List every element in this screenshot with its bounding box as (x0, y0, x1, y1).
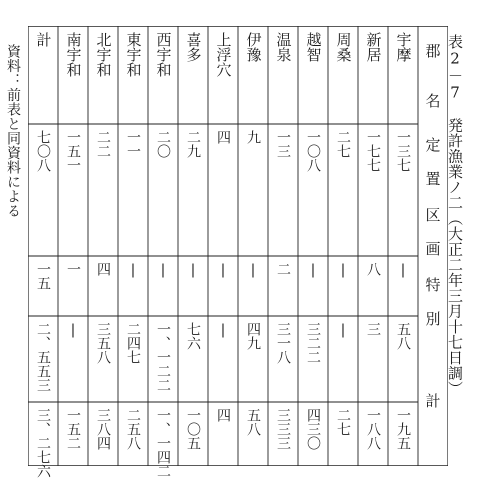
value-tokubetsu: 二四七 (125, 322, 141, 364)
district-name: 新居 (364, 32, 383, 62)
value-teichi: 一三 (275, 130, 291, 158)
value-teichi: 一〇八 (305, 130, 321, 172)
value-kei: 三八四 (95, 408, 111, 450)
district-name: 南宇和 (64, 32, 83, 77)
total-label: 計 (34, 32, 53, 47)
value-kukaku: | (305, 262, 321, 278)
header-label: 名 (425, 92, 441, 110)
header-label: 区 (425, 206, 441, 224)
district-name: 周桑 (334, 32, 353, 62)
value-tokubetsu: | (215, 322, 231, 338)
value-kukaku: | (395, 262, 411, 278)
value-kukaku: | (185, 262, 201, 278)
data-table (28, 26, 448, 478)
value-teichi: 九 (245, 130, 261, 144)
value-teichi: 二七 (335, 130, 351, 158)
district-name: 宇摩 (394, 32, 413, 62)
value-kei: 一〇五 (185, 408, 201, 450)
district-name: 北宇和 (94, 32, 113, 77)
value-tokubetsu: 二、五五三 (35, 322, 51, 392)
value-kukaku: | (335, 262, 351, 278)
header-label: 計 (425, 392, 441, 410)
value-teichi: 二二 (95, 130, 111, 158)
value-kei: 一八八 (365, 408, 381, 450)
header-label: 画 (425, 240, 441, 258)
value-tokubetsu: 三一八 (275, 322, 291, 364)
value-tokubetsu: 三二二 (305, 322, 321, 364)
header-label: 別 (425, 310, 441, 328)
value-kei: 一、一四二 (155, 408, 171, 478)
value-kukaku: | (245, 262, 261, 278)
value-teichi: 七〇八 (35, 130, 51, 172)
value-tokubetsu: 三五八 (95, 322, 111, 364)
header-label: 特 (425, 276, 441, 294)
value-kei: 三、二七六 (35, 408, 51, 478)
value-teichi: 一一 (125, 130, 141, 158)
value-kukaku: | (155, 262, 171, 278)
value-teichi: 一七七 (365, 130, 381, 172)
value-teichi: 四 (215, 130, 231, 144)
header-label: 定 (425, 136, 441, 154)
value-teichi: 二〇 (155, 130, 171, 158)
header-label: 郡 (425, 42, 441, 60)
source-note: 資料：前表と同資料による (5, 44, 21, 218)
value-tokubetsu: 一、一二二 (155, 322, 171, 392)
district-name: 喜多 (184, 32, 203, 62)
value-kukaku: 一 (65, 262, 81, 276)
value-kukaku: 二 (275, 262, 291, 276)
value-kei: 一九五 (395, 408, 411, 450)
district-name: 伊豫 (244, 32, 263, 62)
value-kukaku: | (125, 262, 141, 278)
table-title: 表2－7 発許漁業ノ二（大正二年三月十七日調） (446, 34, 464, 397)
district-name: 温泉 (274, 32, 293, 62)
header-column (418, 34, 448, 438)
district-name: 上浮穴 (214, 32, 233, 77)
value-teichi: 二九 (185, 130, 201, 158)
district-name: 東宇和 (124, 32, 143, 77)
value-kukaku: 一五 (35, 262, 51, 290)
value-teichi: 一三七 (395, 130, 411, 172)
value-kei: 二七 (335, 408, 351, 436)
value-tokubetsu: | (335, 322, 351, 338)
district-name: 西宇和 (154, 32, 173, 77)
value-tokubetsu: 四九 (245, 322, 261, 350)
value-kei: 四三〇 (305, 408, 321, 450)
value-kei: 五八 (245, 408, 261, 436)
value-tokubetsu: 五八 (395, 322, 411, 350)
district-name: 越智 (304, 32, 323, 62)
value-teichi: 一五一 (65, 130, 81, 172)
value-kukaku: | (215, 262, 231, 278)
value-kei: 四 (215, 408, 231, 422)
value-kukaku: 八 (365, 262, 381, 276)
value-tokubetsu: | (65, 322, 81, 338)
header-label: 置 (425, 170, 441, 188)
value-kei: 二五八 (125, 408, 141, 450)
value-tokubetsu: 三 (365, 322, 381, 336)
value-kukaku: 四 (95, 262, 111, 276)
value-kei: 三三三 (275, 408, 291, 450)
value-kei: 一五二 (65, 408, 81, 450)
value-tokubetsu: 七六 (185, 322, 201, 350)
